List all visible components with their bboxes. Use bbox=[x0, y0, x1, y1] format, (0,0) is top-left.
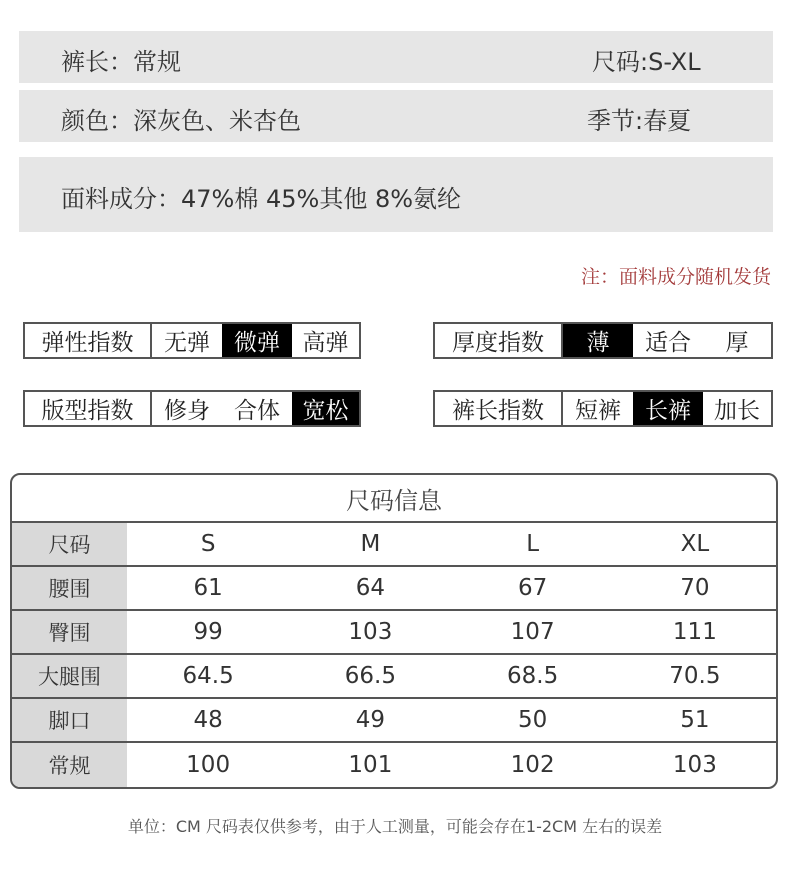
table-cell: 49 bbox=[355, 707, 386, 733]
table-cell: 100 bbox=[186, 752, 231, 778]
length-option-shorts: 短裤 bbox=[575, 398, 621, 424]
table-cell: 67 bbox=[517, 575, 548, 601]
length-index-label: 裤长指数 bbox=[435, 392, 563, 425]
length-option-long: 长裤 bbox=[633, 392, 703, 425]
measurement-disclaimer: 单位：CM 尺码表仅供参考，由于人工测量，可能会存在1-2CM 左右的误差 bbox=[127, 817, 663, 836]
fabric-text: 面料成分：47%棉 45%其他 8%氨纶 bbox=[61, 185, 462, 213]
table-row bbox=[12, 743, 776, 787]
table-row bbox=[12, 611, 776, 655]
table-cell: 102 bbox=[510, 752, 555, 778]
size-column-header: L bbox=[526, 531, 540, 557]
row-label: 常规 bbox=[12, 743, 127, 787]
table-row bbox=[12, 699, 776, 743]
table-cell: 66.5 bbox=[344, 663, 396, 689]
thickness-index bbox=[433, 322, 773, 359]
elasticity-option-slight: 微弹 bbox=[222, 324, 292, 357]
row-label: 臀围 bbox=[12, 611, 127, 653]
table-cell: 61 bbox=[193, 575, 223, 601]
elasticity-option-high: 高弹 bbox=[302, 330, 349, 356]
thickness-index-label: 厚度指数 bbox=[435, 324, 563, 357]
fit-option-slim: 修身 bbox=[164, 398, 210, 424]
thickness-option-thin: 薄 bbox=[563, 324, 633, 357]
length-option-extra-long: 加长 bbox=[714, 398, 760, 424]
fabric-note: 注：面料成分随机发货 bbox=[580, 266, 771, 288]
info-bar-color-season bbox=[19, 90, 773, 142]
pants-length-text: 裤长：常规 bbox=[61, 48, 181, 76]
thickness-option-medium: 适合 bbox=[645, 330, 691, 356]
fit-option-regular: 合体 bbox=[234, 398, 280, 424]
table-cell: 70 bbox=[680, 575, 710, 601]
table-cell: 101 bbox=[348, 752, 393, 778]
size-table bbox=[10, 473, 778, 789]
length-index bbox=[433, 390, 773, 427]
season-text: 季节:春夏 bbox=[587, 107, 692, 135]
size-column-header: XL bbox=[680, 531, 710, 557]
table-cell: 103 bbox=[672, 752, 717, 778]
table-row bbox=[12, 655, 776, 699]
elasticity-index bbox=[23, 322, 361, 359]
row-label: 腰围 bbox=[12, 567, 127, 609]
table-cell: 64 bbox=[355, 575, 386, 601]
row-label: 大腿围 bbox=[12, 655, 127, 697]
table-cell: 107 bbox=[510, 619, 555, 645]
table-cell: 51 bbox=[680, 707, 710, 733]
row-label: 尺码 bbox=[12, 523, 127, 565]
fit-index bbox=[23, 390, 361, 427]
table-cell: 48 bbox=[193, 707, 223, 733]
table-cell: 111 bbox=[672, 619, 717, 645]
fit-index-label: 版型指数 bbox=[25, 392, 152, 425]
size-column-header: M bbox=[360, 531, 381, 557]
row-label: 脚口 bbox=[12, 699, 127, 741]
size-column-header: S bbox=[200, 531, 216, 557]
table-cell: 99 bbox=[193, 619, 223, 645]
size-header-row bbox=[12, 523, 776, 567]
fit-option-loose: 宽松 bbox=[292, 392, 359, 425]
size-table-title: 尺码信息 bbox=[12, 475, 776, 523]
table-cell: 103 bbox=[348, 619, 393, 645]
color-text: 颜色：深灰色、米杏色 bbox=[61, 107, 301, 135]
table-row bbox=[12, 567, 776, 611]
size-range-text: 尺码:S-XL bbox=[592, 48, 701, 76]
table-cell: 50 bbox=[517, 707, 548, 733]
info-bar-length-size bbox=[19, 31, 773, 83]
elasticity-option-none: 无弹 bbox=[164, 330, 210, 356]
table-cell: 70.5 bbox=[669, 663, 721, 689]
elasticity-index-label: 弹性指数 bbox=[25, 324, 152, 357]
info-bar-fabric bbox=[19, 157, 773, 232]
thickness-option-thick: 厚 bbox=[725, 330, 749, 356]
table-cell: 64.5 bbox=[182, 663, 234, 689]
table-cell: 68.5 bbox=[507, 663, 559, 689]
